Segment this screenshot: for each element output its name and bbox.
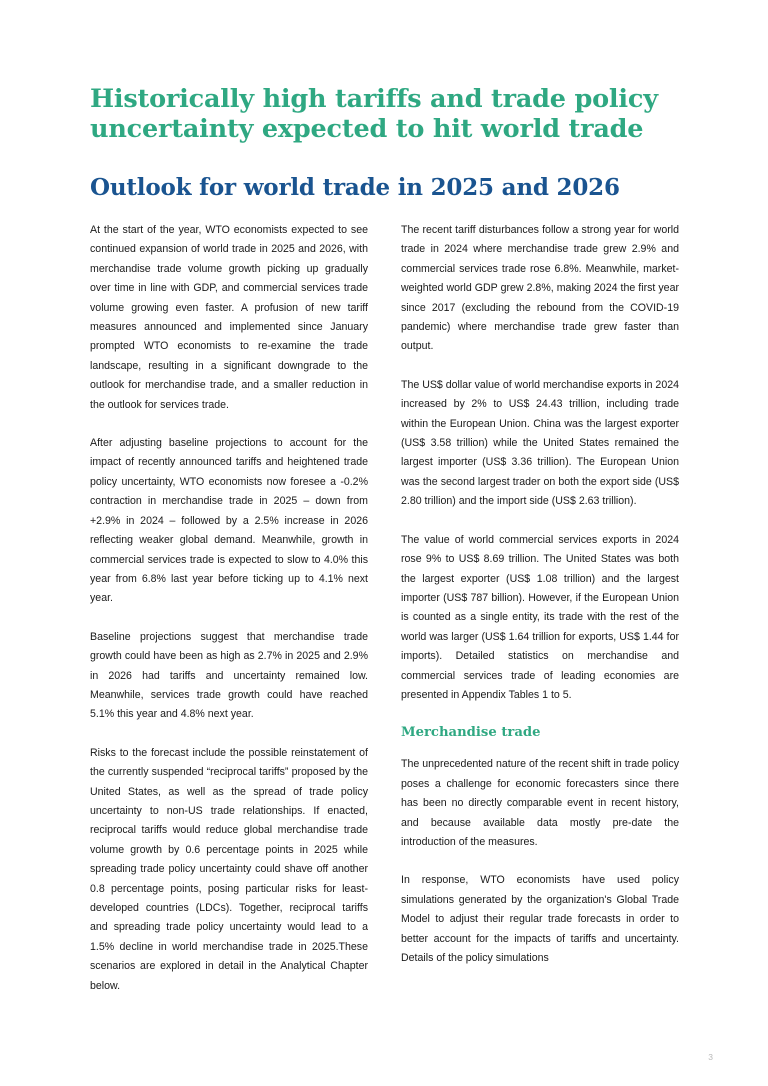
paragraph: Risks to the forecast include the possible reinstatement of the currently suspended “reciprocal tariffs” proposed by the United States, as well as the spread of trade policy uncertainty to non-US trade relationships. If enacted, reciprocal tariffs would reduce global merchandise trade volume growth by 0.6 percentage points in 2025 while spreading trade policy uncertainty could shave off another 0.8 percentage points, posing particular risks for least-developed countries (LDCs). Together, reciprocal tariffs and spreading trade policy uncertainty would lead to a 1.5% decline in world merchandise trade in 2025.These scenarios are explored in detail in the Analytical Chapter below. [90,746,368,992]
paragraph: In response, WTO economists have used policy simulations generated by the organization's Global Trade Model to adjust their regular trade forecasts in order to better account for the impacts of tariffs and uncertainty. Details of the policy simulations [401,874,679,964]
paragraph: After adjusting baseline projections to account for the impact of recently announced tariffs and heightened trade policy uncertainty, WTO economists now foresee a -0.2% contraction in merchandise trade in 2025 – down from +2.9% in 2024 – followed by a 2.5% increase in 2026 reflecting weaker global demand. Meanwhile, growth in commercial services trade is expected to slow to 4.0% this year from 6.8% last year before ticking up to 4.1% next year. [90,437,368,605]
paragraph: The US$ dollar value of world merchandise exports in 2024 increased by 2% to US$ 24.43 trillion, including trade within the European Union. China was the largest exporter (US$ 3.58 trillion) while the United States remained the largest importer (US$ 3.36 trillion). The European Union was the second largest trader on both the export side (US$ 2.80 trillion) and the import side (US$ 2.63 trillion). [401,378,679,508]
paragraph: The value of world commercial services exports in 2024 rose 9% to US$ 8.69 trillion. The United States was both the largest exporter (US$ 1.08 trillion) and the largest importer (US$ 787 billion). However, if the European Union is counted as a single entity, its trade with the rest of the world was larger (US$ 1.64 trillion for exports, US$ 1.44 for imports). Detailed statistics on merchandise and commercial services trade of leading economies are presented in Appendix Tables 1 to 5. [401,533,679,701]
body-columns [90,221,680,996]
paragraph: Baseline projections suggest that merchandise trade growth could have been as high as 2.7% in 2025 and 2.9% in 2026 had tariffs and uncertainty remained low. Meanwhile, services trade growth could have reached 5.1% this year and 4.8% next year. [90,630,368,721]
paragraph: At the start of the year, WTO economists expected to see continued expansion of world trade in 2025 and 2026, with merchandise trade volume growth picking up gradually over time in line with GDP, and commercial services trade volume growing even faster. A profusion of new tariff measures announced and implemented since January prompted WTO economists to re-examine the trade landscape, resulting in a significant downgrade to the outlook for merchandise trade, and a smaller reduction in the outlook for services trade. [90,224,368,411]
paragraph: The recent tariff disturbances follow a strong year for world trade in 2024 where merchandise trade grew 2.9% and commercial services trade rose 6.8%. Meanwhile, market-weighted world GDP grew 2.8%, making 2024 the first year since 2017 (excluding the rebound from the COVID-19 pandemic) where merchandise trade grew faster than output. [401,224,679,353]
title-block [90,84,690,144]
left-column [90,221,368,996]
section-subtitle: Outlook for world trade in 2025 and 2026 [90,174,620,201]
merchandise-trade-heading: Merchandise trade [401,725,541,741]
page-number: 3 [708,1052,713,1062]
page-title: Historically high tariffs and trade policy uncertainty expected to hit world trade [90,84,658,144]
paragraph: The unprecedented nature of the recent shift in trade policy poses a challenge for economic forecasters since there has been no directly comparable event in recent history, and because available data mostly pre-date the introduction of the measures. [401,758,679,848]
right-column [401,221,679,996]
